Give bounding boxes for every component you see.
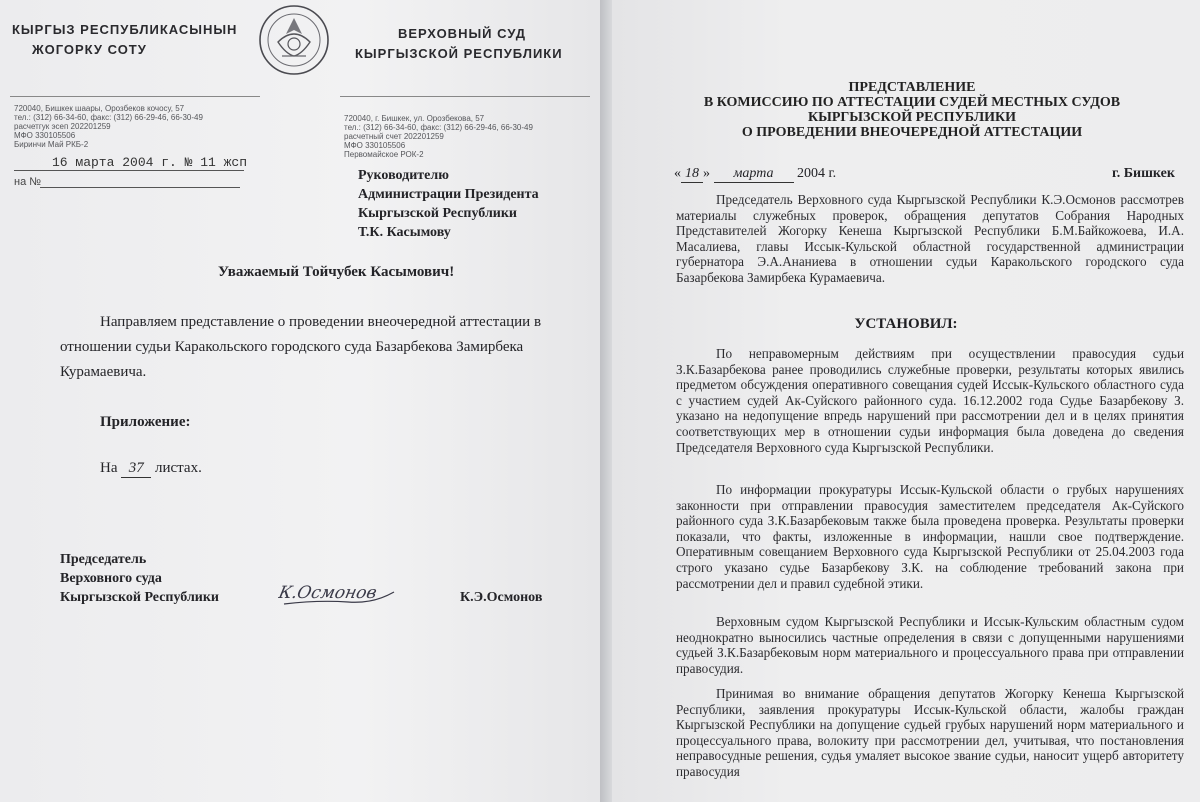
letter-body-line1: Направляем представление о проведении внеочередной аттестации в [100, 314, 542, 330]
paragraph-1: По неправомерным действиям при осуществлении правосудия судьи З.К.Базарбекова ранее проводились служебные проверки, результаты которых явились предметом обсуждения оперативного совещания судей Иссык-Кульского областного суда с участием судей Ак-Суйского районного суда. 16.12.2002 года Судье Базарбекову З. указано на недопущение впредь нарушений при рассмотрении дел и в целях принятия соответствующих мер в отношении судьи информация была доведена до сведения Председателя Верховного суда Кыргызской Республики. [676, 346, 1184, 455]
signatory-title [60, 550, 219, 607]
date-day: 18 [681, 166, 703, 183]
title-line: В КОМИССИЮ ПО АТТЕСТАЦИИ СУДЕЙ МЕСТНЫХ СУДОВ [703, 95, 1121, 110]
handwritten-signature [278, 578, 398, 608]
page-gap [600, 0, 612, 802]
date-underline [14, 170, 244, 171]
recipient-line: Администрации Президента [358, 187, 539, 202]
established-heading: УСТАНОВИЛ: [854, 316, 958, 332]
signatory-line: Верховного суда [60, 571, 162, 586]
address-russian: 720040, г. Бишкек, ул. Орозбекова, 57 тел.: (312) 66-34-60, факс: (312) 66-29-46, 66-30-49 расчетный счет 202201259 МФО 330105506 Первомайское РОК-2 [344, 114, 533, 159]
title-line: ПРЕДСТАВЛЕНИЕ [848, 80, 976, 95]
paragraph-2: По информации прокуратуры Иссык-Кульской области о грубых нарушениях законности при отправлении правосудия заместителем председателя Ак-Суйского районного суда З.К.Базарбековым также была проведена проверка. Результаты проверки показали, что факты, изложенные в информации, нашли свое подтверждение. Оперативным совещанием Верховного суда Кыргызской Республики от 25.04.2003 года строго указано судье Базарбекову З.К. на соблюдение требований закона при рассмотрении дел и правил судебной этики. [676, 482, 1184, 591]
state-emblem-seal [258, 4, 330, 76]
letter-body-line2: отношении судьи Каракольского городского суда Базарбекова Замирбека [60, 339, 524, 355]
letter-body-line3: Курамаевича. [60, 364, 147, 380]
recipient-line: Т.К. Касымову [358, 225, 451, 240]
attachment-sheets [100, 460, 202, 478]
submission-page [612, 0, 1200, 802]
header-divider-left [10, 96, 260, 97]
signature-text: К.Осмонов [278, 583, 379, 603]
date-month: марта [714, 166, 794, 183]
sheets-prefix: На [100, 460, 118, 476]
paragraph-4: Принимая во внимание обращения депутатов Жогорку Кенеша Кыргызской Республики, заявления прокуратуры Иссык-Кульской области, жалобы граждан Кыргызской Республики на допущение судьей грубых нарушений норм материального и процессуального права, волокиту при рассмотрении дел, учитывая, что постановления неправосудные решения, судья умаляет высокое звание судьи, наносит ущерб авторитету правосудия [676, 686, 1184, 779]
outgoing-date-number: 16 марта 2004 г. № 11 жсп [52, 155, 248, 170]
reference-number-label: на № [14, 176, 42, 188]
header-kyrgyz-line2: ЖОГОРКУ СОТУ [32, 42, 147, 57]
salutation: Уважаемый Тойчубек Касымович! [218, 264, 455, 280]
signatory-name: К.Э.Осмонов [460, 590, 543, 605]
attachment-label: Приложение: [100, 414, 191, 430]
recipient-line: Руководителю [358, 168, 449, 183]
recipient-line: Кыргызской Республики [358, 206, 517, 221]
document-city: г. Бишкек [1112, 166, 1175, 181]
address-kyrgyz: 720040, Бишкек шаары, Орозбеков кочосу, 57 тел.: (312) 66-34-60, факс: (312) 66-29-46, 66-30-49 расчетгук эсеп 202201259 МФО 330105506 Биринчи Май РКБ-2 [14, 104, 203, 149]
reference-underline [40, 187, 240, 188]
intro-paragraph: Председатель Верховного суда Кыргызской Республики К.Э.Осмонов рассмотрев материалы служебных проверок, обращения депутатов Собрания Народных Представителей Жогорку Кенеша Кыргызской Республики Б.М.Байкожоева, И.А. Масалиева, главы Иссык-Кульской областной государственной администрации губернатора Э.А.Ананиева в отношении судьи Каракольского городского суда Базарбекова Замирбека Курамаевича. [676, 192, 1184, 285]
document-title [632, 80, 1192, 140]
header-russian-line1: ВЕРХОВНЫЙ СУД [398, 26, 527, 41]
sheets-count: 37 [121, 460, 151, 478]
sheets-suffix: листах. [155, 460, 202, 476]
paragraph-3: Верховным судом Кыргызской Республики и Иссык-Кульским областным судом неоднократно выносились частные определения в связи с допущенными нарушениями судьей З.К.Базарбековым норм материального и процессуального права при отправлении правосудия. [676, 614, 1184, 676]
header-russian-line2: КЫРГЫЗСКОЙ РЕСПУБЛИКИ [355, 46, 563, 61]
document-date: « 18 » марта 2004 г. [674, 166, 837, 181]
recipient-block [358, 166, 539, 242]
header-kyrgyz-line1: КЫРГЫЗ РЕСПУБЛИКАСЫНЫН [12, 22, 238, 37]
signatory-line: Председатель [60, 552, 147, 567]
date-year: 2004 г. [797, 166, 837, 181]
title-line: О ПРОВЕДЕНИИ ВНЕОЧЕРЕДНОЙ АТТЕСТАЦИИ [741, 125, 1083, 140]
signatory-line: Кыргызской Республики [60, 590, 219, 605]
header-divider-right [340, 96, 590, 97]
title-line: КЫРГЫЗСКОЙ РЕСПУБЛИКИ [807, 110, 1017, 125]
